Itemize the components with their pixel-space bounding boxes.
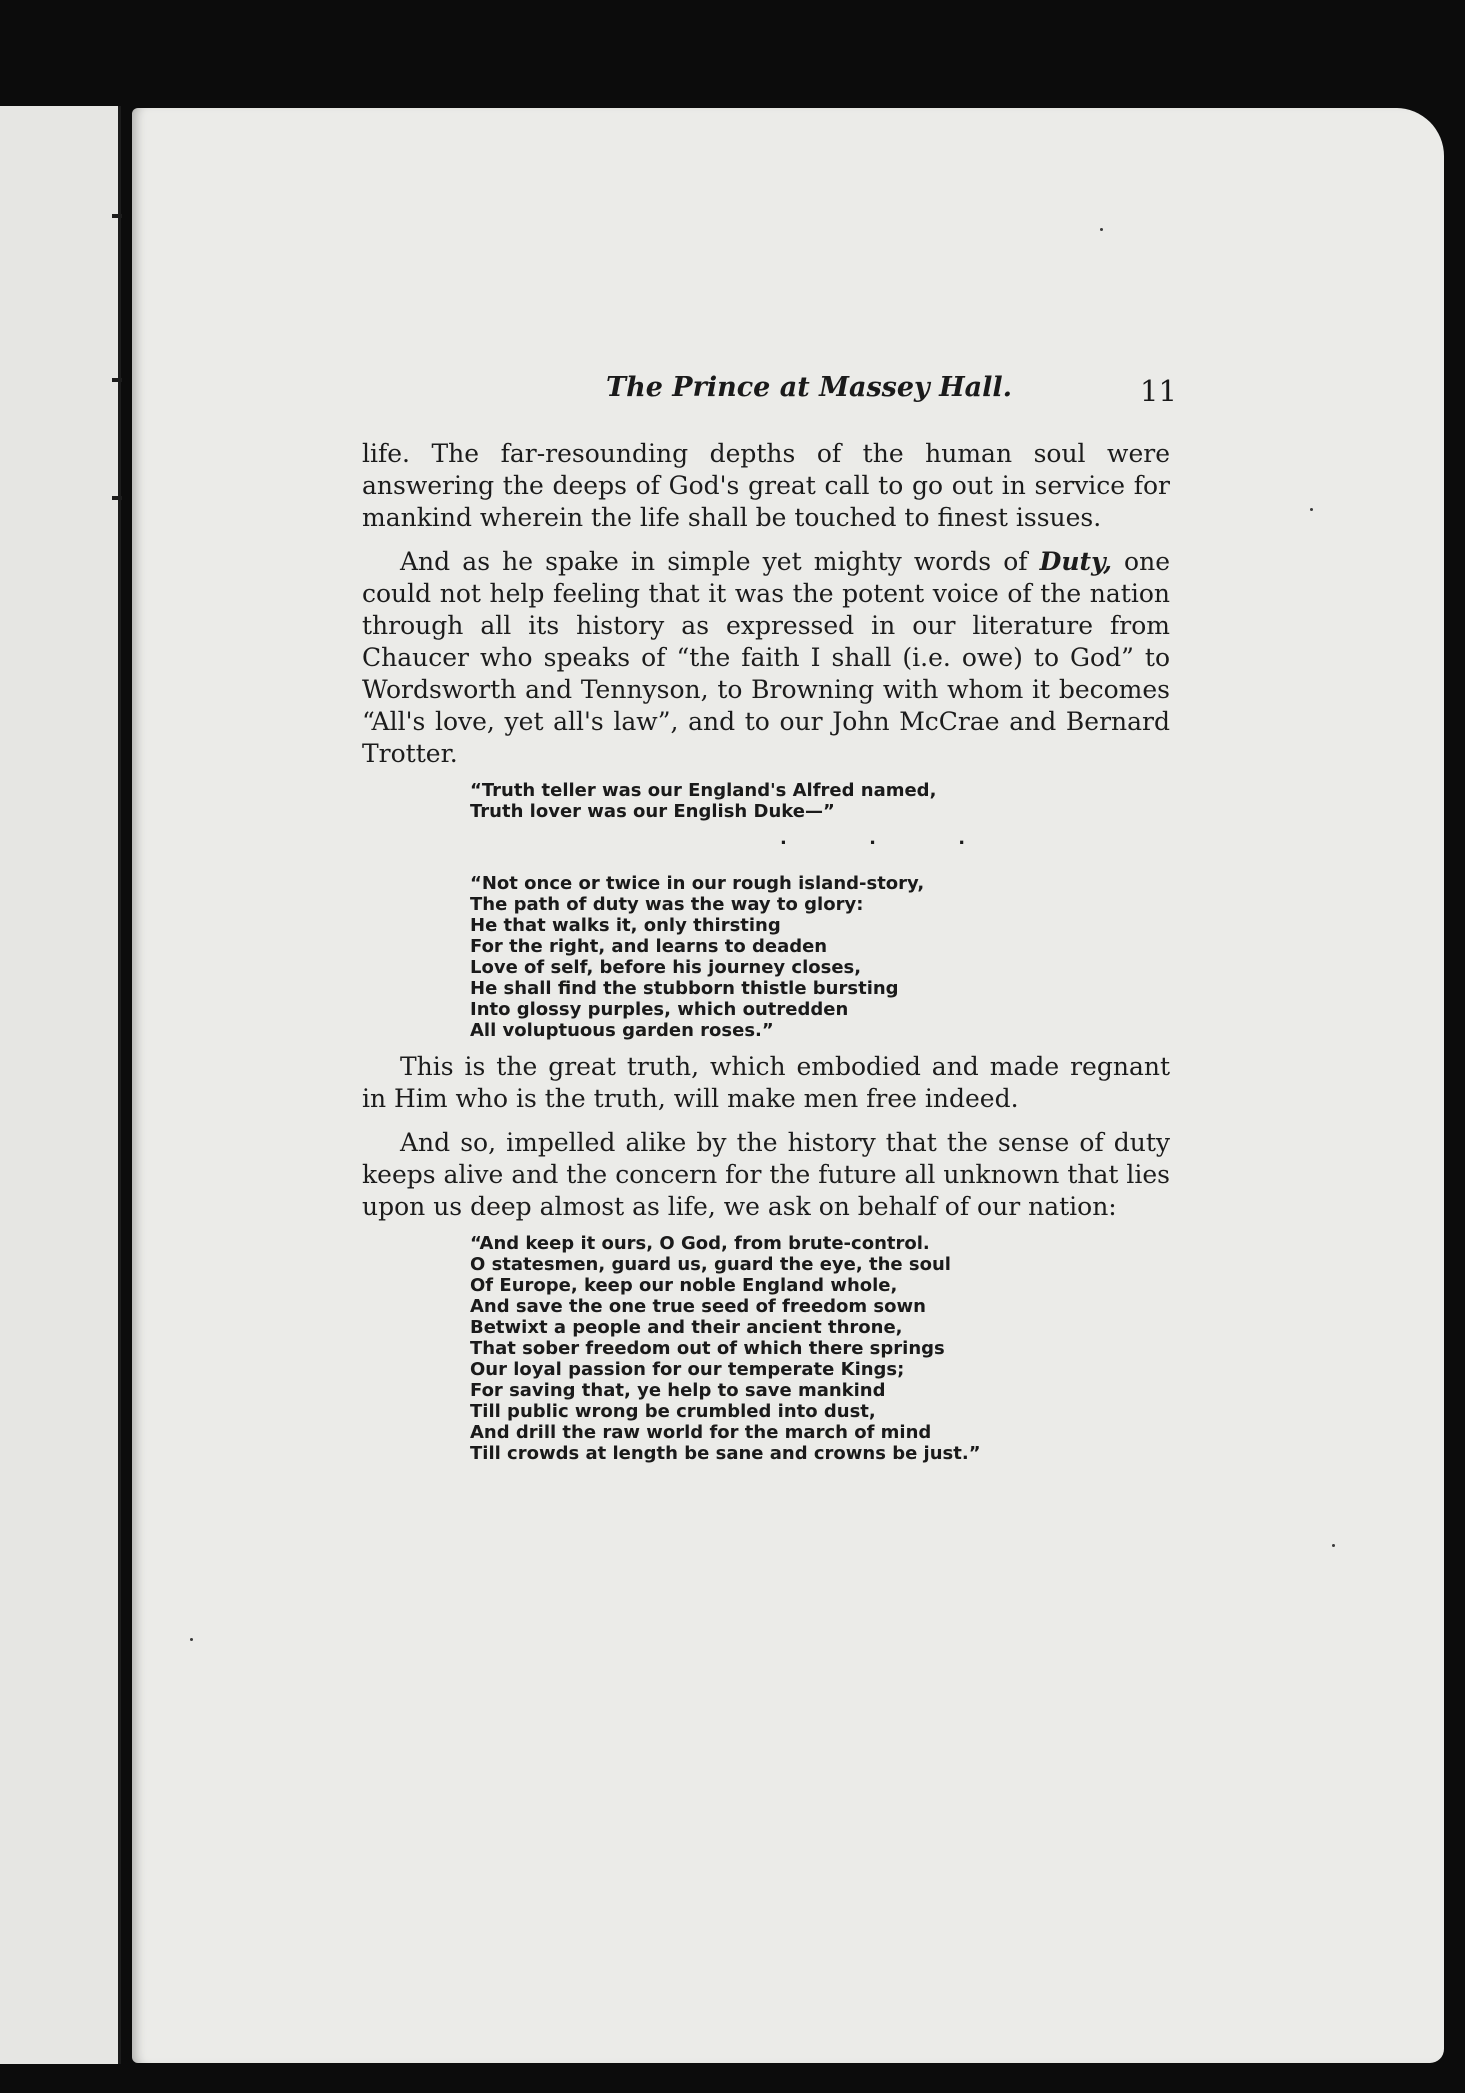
verse-line: For saving that, ye help to save mankind (470, 1380, 886, 1401)
paragraph: And so, impelled alike by the history that the sense of duty keeps alive and the concern for the future all unknown that lies upon us deep almost as life, we ask on behalf of our nation: (362, 1128, 1170, 1221)
verse-line: All voluptuous garden roses.” (470, 1020, 774, 1041)
page-body (362, 438, 1170, 1474)
verse-line: Of Europe, keep our noble England whole, (470, 1275, 898, 1296)
emphasis-duty: Duty, (1039, 547, 1112, 576)
paper-speck (1310, 508, 1313, 511)
paragraph (362, 546, 1170, 770)
verse-line: He shall find the stubborn thistle bursting (470, 978, 899, 999)
verse-line: “Truth teller was our England's Alfred named, (470, 780, 937, 801)
verse-line: And drill the raw world for the march of mind (470, 1422, 932, 1443)
verse-line: He that walks it, only thirsting (470, 915, 781, 936)
previous-page-edge (0, 106, 121, 2064)
ellipsis-dots: . . . (780, 828, 1004, 849)
paragraph-text: one could not help feeling that it was the potent voice of the nation through all its history as expressed in our literature from Chaucer who speaks of “the faith I shall (i.e. owe) to God” to Wordsworth and Tennyson, to Browning with whom it becomes “All's love, yet all's law”, and to our John McCrae and Bernard Trotter. (362, 547, 1170, 768)
binding-mark (112, 214, 122, 218)
running-head: The Prince at Massey Hall. (606, 372, 1013, 403)
verse-line: Truth lover was our English Duke—” (470, 801, 835, 822)
verse-line: Love of self, before his journey closes, (470, 957, 862, 978)
paper-speck (190, 1638, 193, 1641)
binding-mark (112, 378, 122, 382)
paper-speck (1332, 1544, 1335, 1547)
verse-line: For the right, and learns to deaden (470, 936, 828, 957)
paper-speck (1100, 228, 1103, 231)
verse-line: “Not once or twice in our rough island-story, (470, 873, 925, 894)
paragraph: life. The far-resounding depths of the human soul were answering the deeps of God's great call to go out in service for mankind wherein the life shall be touched to finest issues. (362, 439, 1170, 532)
paragraph-text: And as he spake in simple yet mighty words of (400, 547, 1040, 576)
verse-line: And save the one true seed of freedom sown (470, 1296, 926, 1317)
paragraph: This is the great truth, which embodied and made regnant in Him who is the truth, will make men free indeed. (362, 1052, 1170, 1113)
page-number: 11 (1140, 374, 1177, 408)
verse-line: Till crowds at length be sane and crowns be just.” (470, 1443, 981, 1464)
verse-line: Into glossy purples, which outredden (470, 999, 849, 1020)
verse-line: The path of duty was the way to glory: (470, 894, 864, 915)
verse-line: Our loyal passion for our temperate Kings; (470, 1359, 905, 1380)
verse-block (470, 780, 1170, 1041)
verse-line: Betwixt a people and their ancient throne, (470, 1317, 903, 1338)
verse-line: “And keep it ours, O God, from brute-control. (470, 1233, 930, 1254)
verse-line: Till public wrong be crumbled into dust, (470, 1401, 876, 1422)
verse-line: That sober freedom out of which there springs (470, 1338, 945, 1359)
binding-mark (112, 496, 122, 500)
verse-line: O statesmen, guard us, guard the eye, the soul (470, 1254, 951, 1275)
verse-block (470, 1233, 1170, 1464)
